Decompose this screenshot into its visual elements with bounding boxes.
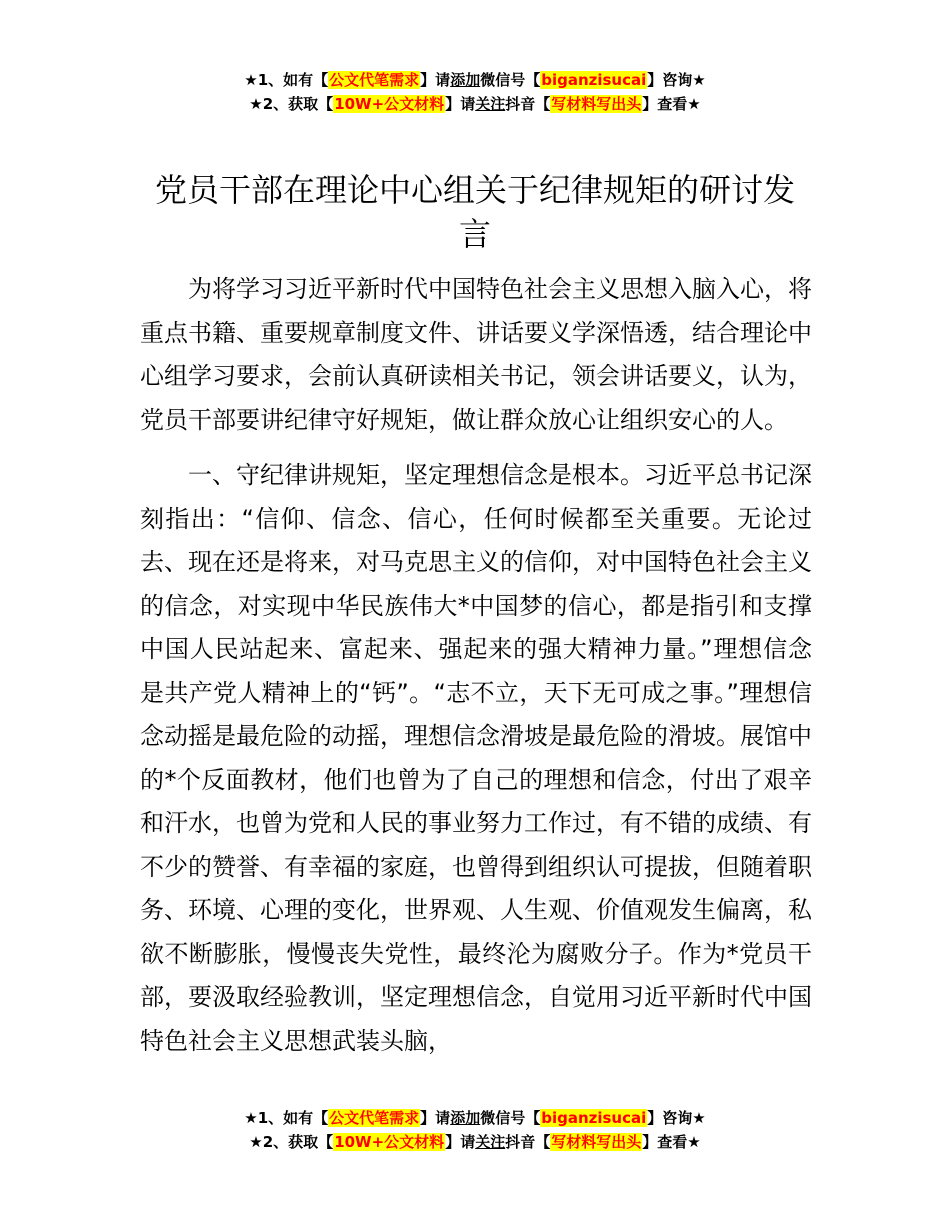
banner-text: 抖音【 [505, 95, 551, 113]
banner-text: ★1、如有【 [244, 1109, 329, 1127]
banner-highlight: biganzisucai [541, 71, 647, 89]
banner-text: 微信号【 [480, 1109, 541, 1127]
header-banner [0, 68, 950, 116]
banner-highlight: 写材料写出头 [551, 95, 642, 113]
banner-text: 】查看★ [642, 95, 701, 113]
document-title: 党员干部在理论中心组关于纪律规矩的研讨发言 [154, 171, 795, 253]
banner-line-1 [0, 68, 950, 92]
paragraph-intro: 为将学习习近平新时代中国特色社会主义思想入脑入心，将重点书籍、重要规章制度文件、讲话要义学深悟透，结合理论中心组学习要求，会前认真研读相关书记，领会讲话要义，认为，党员干部要讲纪律守好规矩，做让群众放心让组织安心的人。 [140, 275, 812, 434]
banner-line-1 [0, 1106, 950, 1130]
banner-highlight: 写材料写出头 [551, 1133, 642, 1151]
banner-text: 微信号【 [480, 71, 541, 89]
banner-highlight: 公文代笔需求 [329, 1109, 420, 1127]
banner-text: 】请 [420, 71, 451, 89]
banner-line-2 [0, 92, 950, 116]
banner-text: 】咨询★ [647, 71, 706, 89]
banner-text: ★2、获取【 [249, 1133, 334, 1151]
banner-highlight: 10W+公文材料 [334, 95, 445, 113]
banner-text: 】请 [445, 1133, 476, 1151]
banner-highlight: 10W+公文材料 [334, 1133, 445, 1151]
banner-underlined: 添加 [450, 71, 481, 89]
banner-highlight: 公文代笔需求 [329, 71, 420, 89]
banner-text: ★2、获取【 [249, 95, 334, 113]
banner-highlight: biganzisucai [541, 1109, 647, 1127]
banner-text: 】请 [420, 1109, 451, 1127]
banner-text: 】查看★ [642, 1133, 701, 1151]
banner-underlined: 关注 [475, 95, 506, 113]
banner-text: 】咨询★ [647, 1109, 706, 1127]
paragraph-section-one: 一、守纪律讲规矩，坚定理想信念是根本。习近平总书记深刻指出：“信仰、信念、信心，任何时候都至关重要。无论过去、现在还是将来，对马克思主义的信仰，对中国特色社会主义的信念，对实现中华民族伟大*中国梦的信心，都是指引和支撑中国人民站起来、富起来、强起来的强大精神力量。”理想信念是共产党人精神上的“钙”。“志不立，天下无可成之事。”理想信念动摇是最危险的动摇，理想信念滑坡是最危险的滑坡。展馆中的*个反面教材，他们也曾为了自己的理想和信念，付出了艰辛和汗水，也曾为党和人民的事业努力工作过，有不错的成绩、有不少的赞誉、有幸福的家庭，也曾得到组织认可提拔，但随着职务、环境、心理的变化，世界观、人生观、价值观发生偏离，私欲不断膨胀，慢慢丧失党性，最终沦为腐败分子。作为*党员干部，要汲取经验教训，坚定理想信念，自觉用习近平新时代中国特色社会主义思想武装头脑， [140, 461, 812, 1055]
banner-underlined: 关注 [475, 1133, 506, 1151]
footer-banner [0, 1106, 950, 1154]
banner-text: 抖音【 [505, 1133, 551, 1151]
banner-underlined: 添加 [450, 1109, 481, 1127]
banner-line-2 [0, 1130, 950, 1154]
banner-text: 】请 [445, 95, 476, 113]
banner-text: ★1、如有【 [244, 71, 329, 89]
document-body [140, 268, 812, 1063]
